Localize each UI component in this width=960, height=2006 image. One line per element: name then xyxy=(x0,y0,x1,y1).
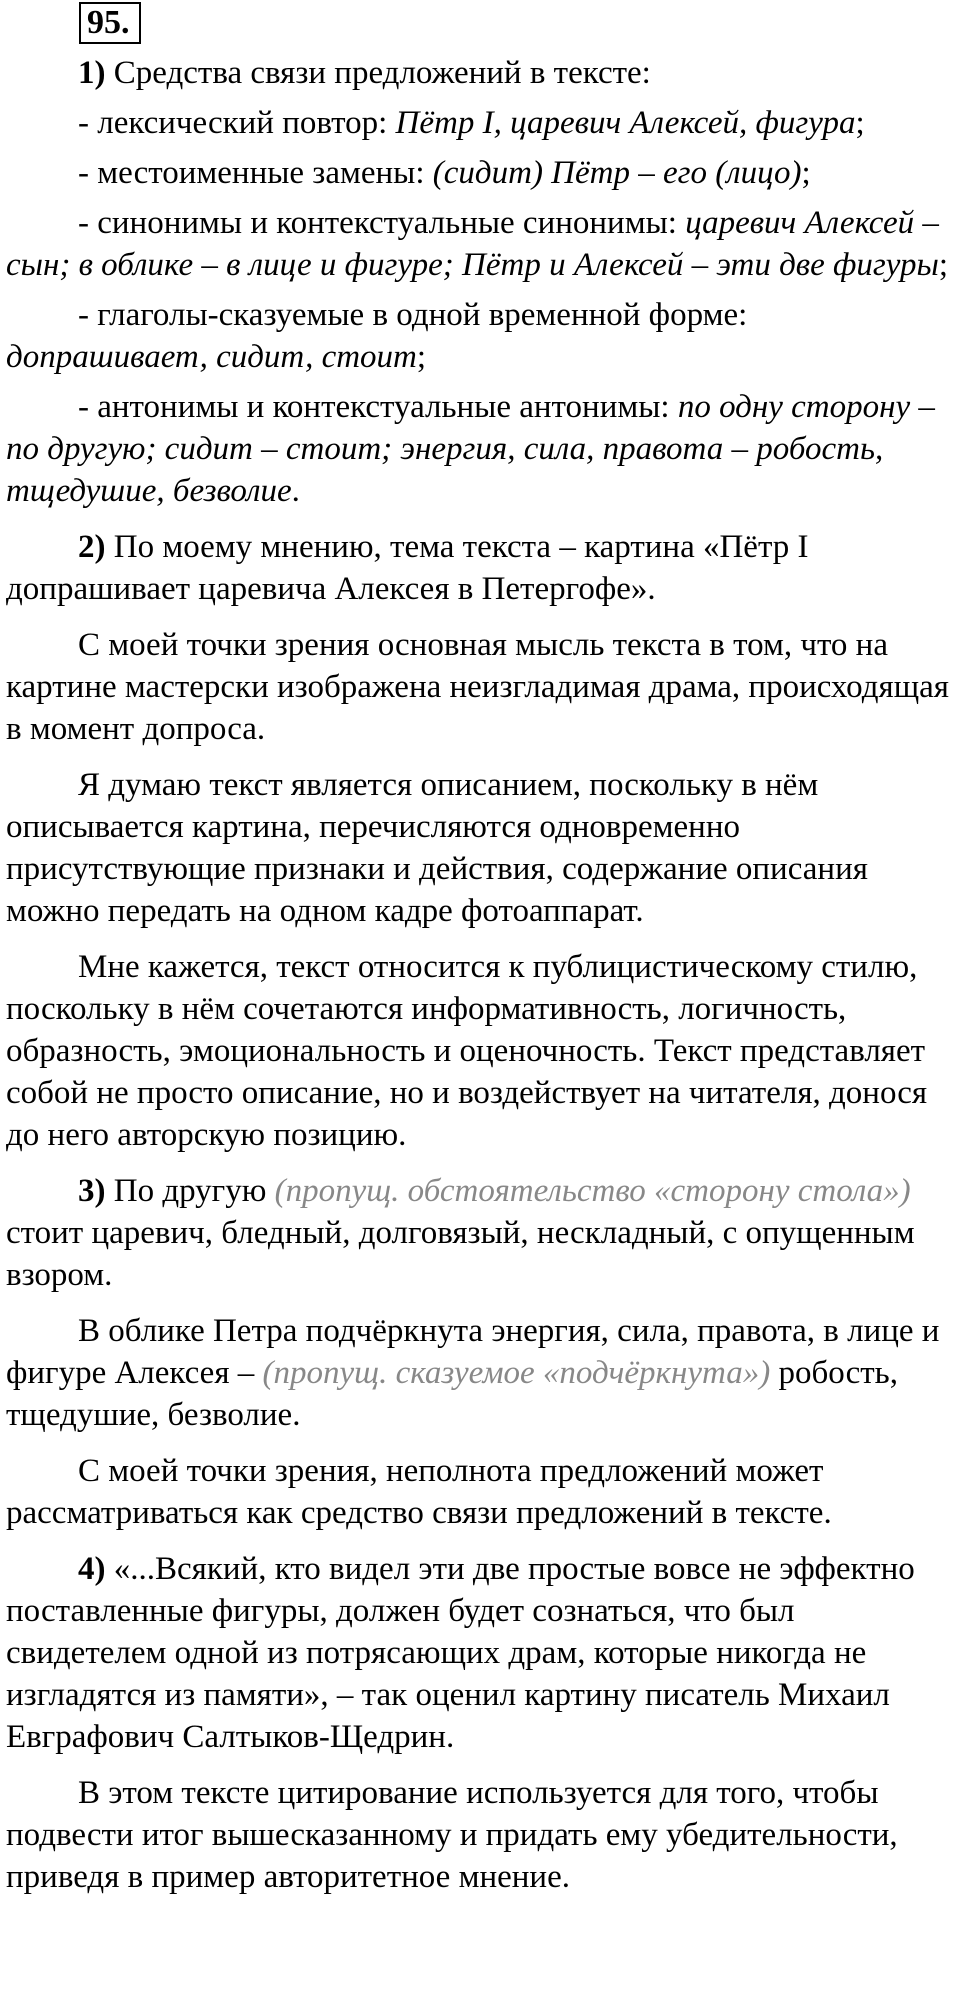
synonyms: - синонимы и контекстуальные синонимы: царевич Алексей – сын; в облике – в лице и фигуре; Пётр и Алексей – эти две фигуры; xyxy=(6,205,949,283)
section-4-number: 4) xyxy=(78,1551,106,1587)
section-2-idea: С моей точки зрения основная мысль текста в том, что на картине мастерски изображена неизгладимая драма, происходящая в момент допроса. xyxy=(6,627,949,747)
section-3-p2: В облике Петра подчёркнута энергия, сила, правота, в лице и фигуре Алексея – (пропущ. сказуемое «подчёркнута») робость, тщедушие, безволие. xyxy=(6,1313,940,1433)
omission-note: (пропущ. обстоятельство «сторону стола») xyxy=(274,1173,911,1209)
section-2-style: Мне кажется, текст относится к публицистическому стилю, поскольку в нём сочетаются информативность, логичность, образность, эмоциональность и оценочность. Текст представляет собой не просто описание, но и воздействует на читателя, донося до него авторскую позицию. xyxy=(6,949,928,1153)
section-2-theme: 2) По моему мнению, тема текста – картина «Пётр I допрашивает царевича Алексея в Петергофе». xyxy=(6,529,809,607)
section-3-number: 3) xyxy=(78,1173,106,1209)
section-4-quote: 4) «...Всякий, кто видел эти две простые вовсе не эффектно поставленные фигуры, должен будет сознаться, что был свидетелем одной из потрясающих драм, которые никогда не изгладятся из памяти», – так оценил картину писатель Михаил Евграфович Салтыков-Щедрин. xyxy=(6,1551,915,1755)
section-3-p3: С моей точки зрения, неполнота предложений может рассматриваться как средство связи предложений в тексте. xyxy=(6,1453,832,1531)
section-4-conclusion: В этом тексте цитирование используется для того, чтобы подвести итог вышесказанному и придать ему убедительности, приведя в пример авторитетное мнение. xyxy=(6,1775,898,1895)
section-1-intro: 1) Средства связи предложений в тексте: xyxy=(78,55,651,91)
exercise-number: 95. xyxy=(79,2,141,44)
verb-predicates: - глаголы-сказуемые в одной временной форме: допрашивает, сидит, стоит; xyxy=(6,297,748,375)
section-2-type: Я думаю текст является описанием, поскольку в нём описывается картина, перечисляются одновременно присутствующие признаки и действия, содержание описания можно передать на одном кадре фотоаппарат. xyxy=(6,767,868,929)
lexical-repetition: - лексический повтор: Пётр I, царевич Алексей, фигура; xyxy=(78,105,865,141)
omission-note: (пропущ. сказуемое «подчёркнута») xyxy=(262,1355,771,1391)
antonyms: - антонимы и контекстуальные антонимы: по одну сторону – по другую; сидит – стоит; энергия, сила, правота – робость, тщедушие, безволие. xyxy=(6,389,935,509)
section-2-number: 2) xyxy=(78,529,106,565)
pronoun-substitution: - местоименные замены: (сидит) Пётр – его (лицо); xyxy=(78,155,811,191)
answer-text xyxy=(6,52,954,1912)
section-3-p1: 3) По другую (пропущ. обстоятельство «сторону стола») стоит царевич, бледный, долговязый, нескладный, с опущенным взором. xyxy=(6,1173,915,1293)
section-1-number: 1) xyxy=(78,55,106,91)
